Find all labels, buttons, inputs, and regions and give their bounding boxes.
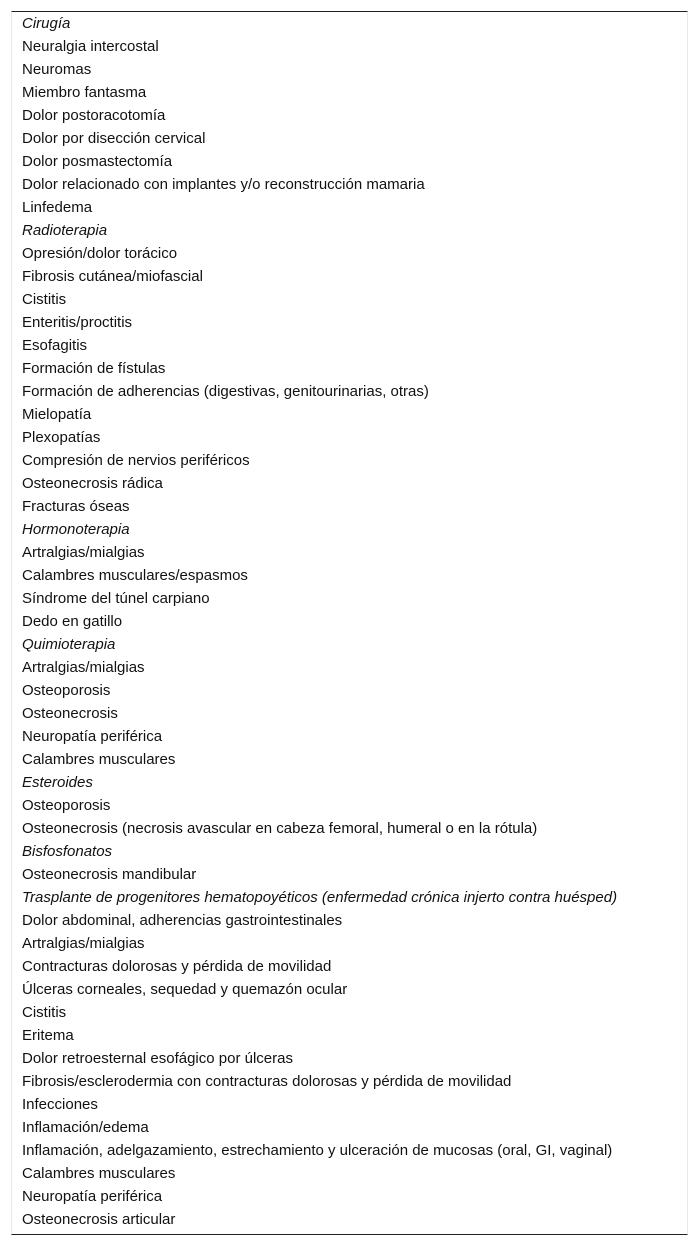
table-row: Formación de adherencias (digestivas, genitourinarias, otras)	[22, 383, 429, 400]
table-row: Cistitis	[22, 291, 67, 308]
table-row: Osteonecrosis (necrosis avascular en cabeza femoral, humeral o en la rótula)	[22, 820, 538, 837]
table-row: Artralgias/mialgias	[22, 544, 145, 561]
table-rows	[22, 12, 687, 1231]
table-row: Inflamación, adelgazamiento, estrechamiento y ulceración de mucosas (oral, GI, vaginal)	[22, 1142, 613, 1159]
table-row: Compresión de nervios periféricos	[22, 452, 250, 469]
table-row: Contracturas dolorosas y pérdida de movilidad	[22, 958, 332, 975]
table-row: Artralgias/mialgias	[22, 935, 145, 952]
table-row: Calambres musculares	[22, 1165, 176, 1182]
table-row: Osteonecrosis mandibular	[22, 866, 197, 883]
table-row: Dolor postoracotomía	[22, 107, 166, 124]
category-heading: Bisfosfonatos	[22, 843, 113, 860]
table-row: Neuromas	[22, 61, 92, 78]
table-row: Plexopatías	[22, 429, 101, 446]
table-row: Formación de fístulas	[22, 360, 166, 377]
table-row: Síndrome del túnel carpiano	[22, 590, 210, 607]
causes-table	[11, 11, 688, 1235]
table-row: Neuropatía periférica	[22, 1188, 163, 1205]
table-row: Esofagitis	[22, 337, 88, 354]
table-row: Dolor posmastectomía	[22, 153, 173, 170]
table-row: Dedo en gatillo	[22, 613, 123, 630]
table-row: Cistitis	[22, 1004, 67, 1021]
table-row: Dolor por disección cervical	[22, 130, 206, 147]
table-row: Neuralgia intercostal	[22, 38, 159, 55]
table-row: Linfedema	[22, 199, 93, 216]
table-row: Infecciones	[22, 1096, 98, 1113]
category-heading: Cirugía	[22, 15, 71, 32]
table-row: Osteonecrosis rádica	[22, 475, 163, 492]
table-row: Osteonecrosis articular	[22, 1211, 176, 1228]
category-heading: Trasplante de progenitores hematopoyéticos (enfermedad crónica injerto contra huésped)	[22, 889, 618, 906]
table-row: Eritema	[22, 1027, 74, 1044]
table-row: Neuropatía periférica	[22, 728, 163, 745]
table-row: Dolor abdominal, adherencias gastrointestinales	[22, 912, 343, 929]
category-heading: Quimioterapia	[22, 636, 116, 653]
table-row: Calambres musculares	[22, 751, 176, 768]
table-row: Fracturas óseas	[22, 498, 130, 515]
table-row: Opresión/dolor torácico	[22, 245, 178, 262]
table-row: Dolor relacionado con implantes y/o reconstrucción mamaria	[22, 176, 425, 193]
table-row: Osteonecrosis	[22, 705, 118, 722]
table-row: Osteoporosis	[22, 797, 111, 814]
table-row: Artralgias/mialgias	[22, 659, 145, 676]
table-row: Úlceras corneales, sequedad y quemazón ocular	[22, 981, 348, 998]
category-heading: Esteroides	[22, 774, 93, 791]
category-heading: Radioterapia	[22, 222, 108, 239]
category-heading: Hormonoterapia	[22, 521, 130, 538]
table-row: Enteritis/proctitis	[22, 314, 133, 331]
table-row: Calambres musculares/espasmos	[22, 567, 248, 584]
table-row: Mielopatía	[22, 406, 92, 423]
table-row: Miembro fantasma	[22, 84, 147, 101]
table-row: Fibrosis cutánea/miofascial	[22, 268, 203, 285]
table-row: Dolor retroesternal esofágico por úlceras	[22, 1050, 293, 1067]
table-row: Inflamación/edema	[22, 1119, 149, 1136]
table-row: Fibrosis/esclerodermia con contracturas dolorosas y pérdida de movilidad	[22, 1073, 512, 1090]
table-row: Osteoporosis	[22, 682, 111, 699]
